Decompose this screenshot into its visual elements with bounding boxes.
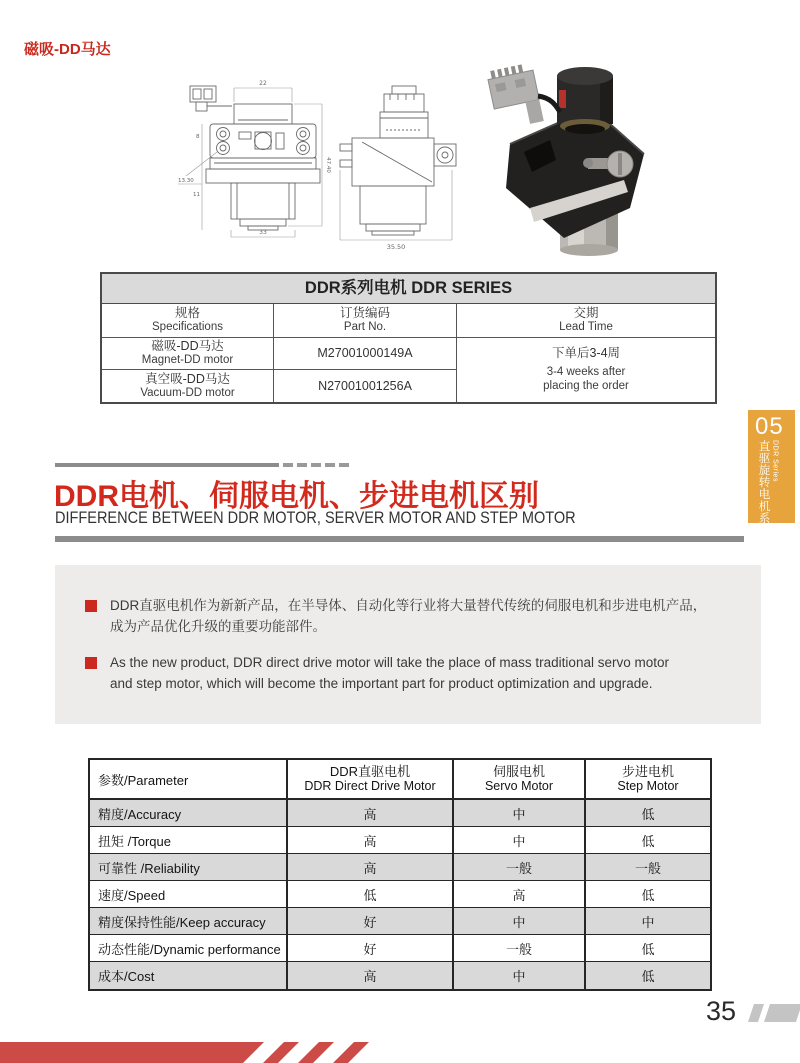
table-row-param: 动态性能/Dynamic performance [90, 935, 288, 962]
col-header-part-no: 订货编码 Part No. [274, 304, 457, 338]
table-row-param: 可靠性 /Reliability [90, 854, 288, 881]
table-cell: 中 [454, 962, 586, 989]
table-cell: 低 [288, 881, 454, 908]
table-cell: 高 [454, 881, 586, 908]
table-cell: 好 [288, 908, 454, 935]
series-table-title: DDR系列电机 DDR SERIES [102, 274, 715, 304]
table-row-spec: 磁吸-DD马达 Magnet-DD motor [102, 338, 274, 370]
table-cell: 中 [454, 908, 586, 935]
table-cell: 低 [586, 881, 710, 908]
col-header-ddr: DDR直驱电机 DDR Direct Drive Motor [288, 760, 454, 800]
bottom-red-band [0, 1040, 800, 1063]
table-row-part-no: N27001001256A [274, 370, 457, 402]
table-row-spec: 真空吸-DD马达 Vacuum-DD motor [102, 370, 274, 402]
table-row-param: 速度/Speed [90, 881, 288, 908]
ddr-series-table [100, 272, 717, 404]
heading-bottom-bar [55, 536, 744, 542]
dim-label: 47.40 [325, 157, 331, 173]
front-view-drawing [176, 80, 336, 257]
chapter-label-en: DDR Series [771, 440, 779, 482]
table-cell: 低 [586, 935, 710, 962]
chapter-number: 05 [755, 413, 784, 440]
table-cell: 中 [454, 800, 586, 827]
table-cell: 中 [454, 827, 586, 854]
table-cell: 一般 [454, 854, 586, 881]
table-cell: 高 [288, 962, 454, 989]
table-cell: 一般 [454, 935, 586, 962]
col-header-specifications: 规格 Specifications [102, 304, 274, 338]
table-row-param: 精度保持性能/Keep accuracy [90, 908, 288, 935]
intro-bullet-zh: DDR直驱电机作为新新产品，在半导体、自动化等行业将大量替代传统的伺服电机和步进电机产品， 成为产品优化升级的重要功能部件。 [85, 596, 743, 638]
dim-label: 8 [196, 134, 200, 140]
dim-label: 35.50 [386, 243, 406, 251]
page-number: 35 [706, 996, 737, 1026]
red-square-bullet-icon [85, 657, 97, 669]
col-header-servo: 伺服电机 Servo Motor [454, 760, 586, 800]
table-cell: 好 [288, 935, 454, 962]
red-square-bullet-icon [85, 600, 97, 612]
table-cell: 低 [586, 962, 710, 989]
section-subtitle: DIFFERENCE BETWEEN DDR MOTOR, SERVER MOTOR AND STEP MOTOR [55, 509, 576, 527]
table-row-part-no: M27001000149A [274, 338, 457, 370]
page-number-slashes [748, 1004, 800, 1022]
table-cell: 高 [288, 854, 454, 881]
col-header-step: 步进电机 Step Motor [586, 760, 710, 800]
corner-tag: 磁吸-DD马达 [24, 41, 111, 58]
motor-product-photo [472, 56, 667, 271]
table-cell: 中 [586, 908, 710, 935]
col-header-parameter: 参数/Parameter [90, 760, 288, 800]
section-title: DDR电机、伺服电机、步进电机区别 [54, 480, 539, 513]
table-cell: 低 [586, 800, 710, 827]
table-row-param: 成本/Cost [90, 962, 288, 989]
table-cell: 一般 [586, 854, 710, 881]
chapter-label-zh: 直驱旋转电机系列 [757, 440, 770, 536]
heading-top-bar [55, 463, 349, 467]
intro-bullet-en: As the new product, DDR direct drive motor will take the place of mass traditional servo motor and step motor, which will become the important part for product optimization and upgrade. [85, 653, 743, 695]
table-cell: 低 [586, 827, 710, 854]
side-view-drawing [336, 84, 476, 257]
dim-label: 11 [193, 192, 200, 198]
intro-box [55, 565, 761, 724]
lead-time-cell: 下单后3-4周 3-4 weeks after placing the order [543, 346, 629, 392]
comparison-table [88, 758, 712, 991]
table-cell: 高 [288, 827, 454, 854]
dim-label: 22 [259, 80, 267, 87]
dim-label: 33 [259, 229, 267, 236]
table-row-param: 扭矩 /Torque [90, 827, 288, 854]
table-cell: 高 [288, 800, 454, 827]
table-row-param: 精度/Accuracy [90, 800, 288, 827]
col-header-lead-time: 交期 Lead Time [457, 304, 715, 338]
dim-label: 13.30 [178, 178, 194, 184]
chapter-side-tab [748, 410, 795, 536]
